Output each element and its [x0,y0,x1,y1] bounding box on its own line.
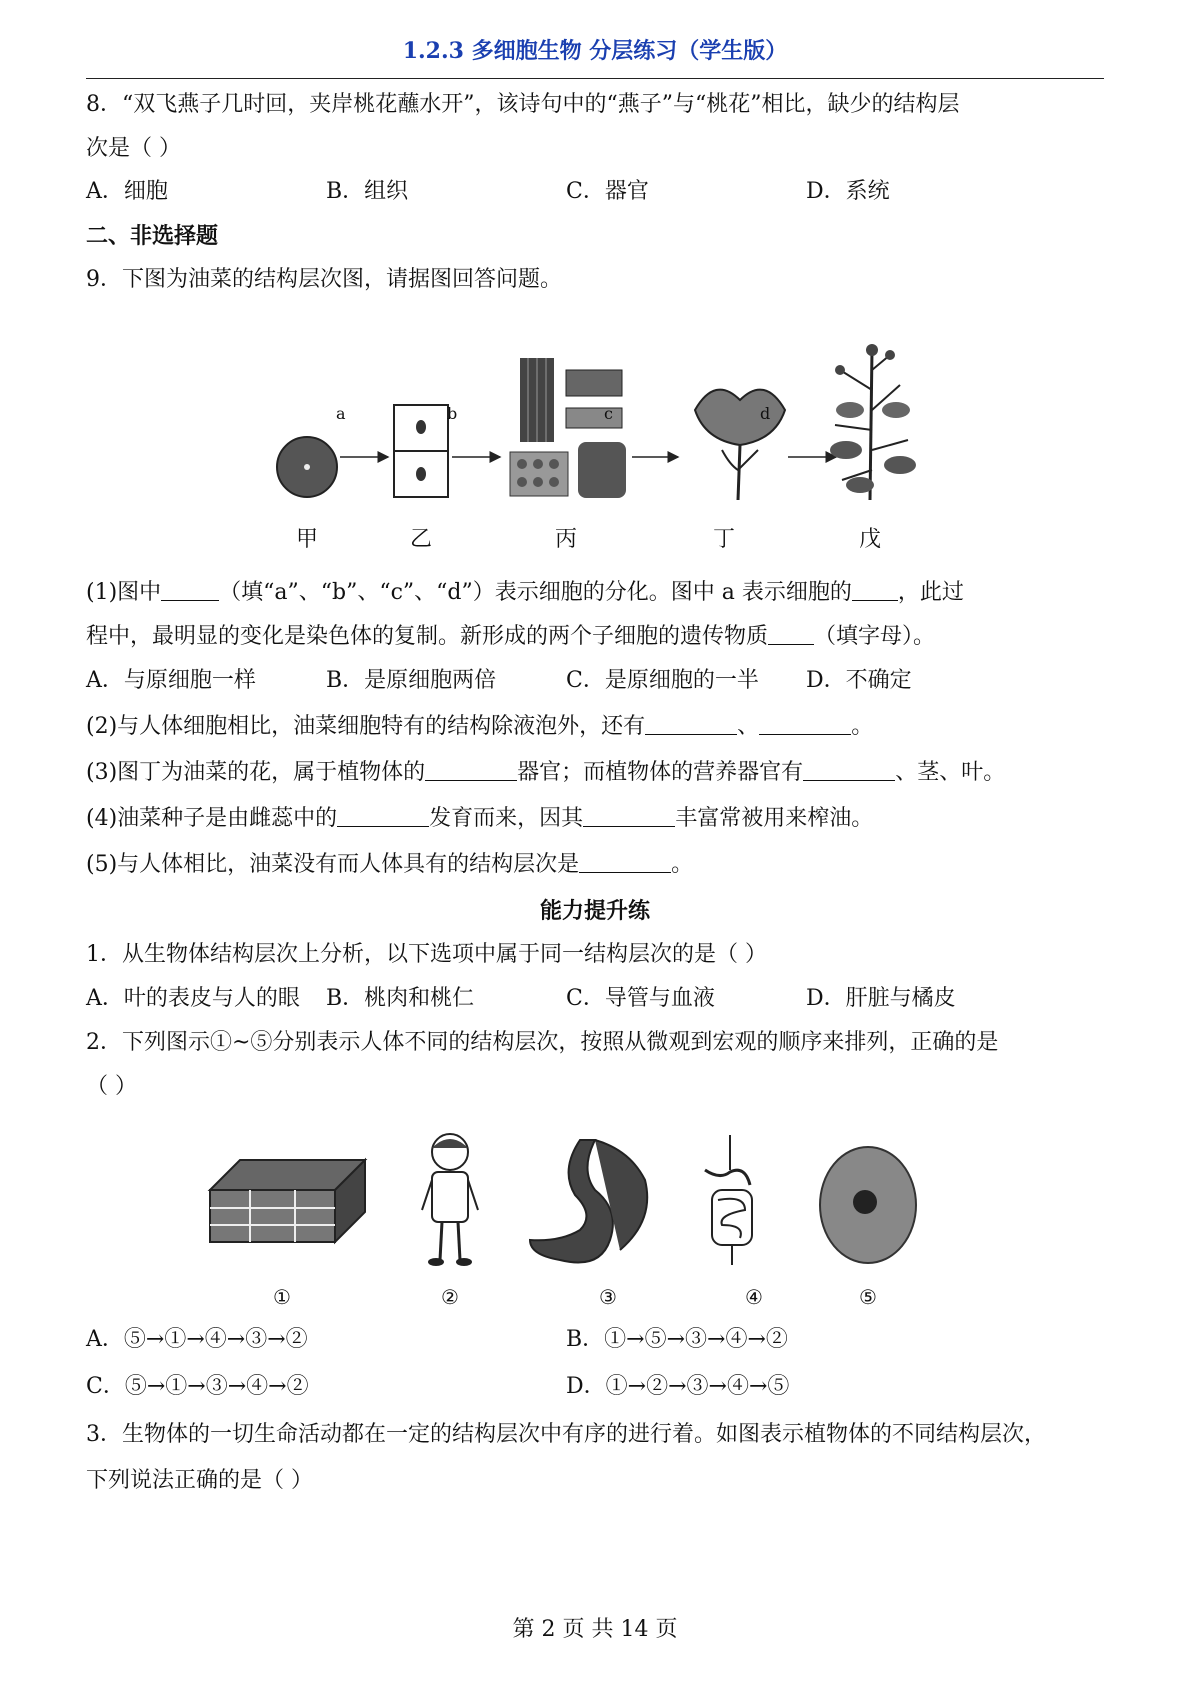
q9-part2 [86,712,873,742]
human-structure-figure [200,1130,1020,1280]
q9-p3-blank1[interactable] [425,758,517,781]
n1-option-d: D．肝脏与橘皮 [806,986,956,1011]
section-ability-title: 能力提升练 [539,898,650,924]
plant-wu-icon [830,344,916,500]
tissue-bing-icon [510,358,626,498]
q9-p1-blank3[interactable] [768,622,814,645]
n2-option-a: A．⑤→①→④→③→② [86,1327,308,1352]
q8-option-a: A．细胞 [86,179,168,204]
q9-part1-line1 [86,578,964,608]
n2-stem-line2: （ ） [86,1074,137,1099]
q9-part5 [86,850,693,880]
q8-option-c: C．器官 [566,179,649,204]
q9-p3-text-b: 器官；而植物体的营养器官有 [517,760,804,785]
flower-ding-icon [695,390,785,500]
q9-p1-option-d: D．不确定 [806,668,912,693]
n3-stem-line1: 3．生物体的一切生命活动都在一定的结构层次中有序的进行着。如图表示植物体的不同结构层次， [86,1422,1047,1447]
q8-option-d: D．系统 [806,179,890,204]
q9-p2-text-b: 、 [737,714,760,739]
q9-part3 [86,758,1005,788]
figure-label-ding: 丁 [712,527,735,552]
figure-label-wu: 戊 [858,527,881,552]
stomach-icon [530,1140,647,1263]
q9-p1-blank1[interactable] [161,578,219,601]
q9-p5-text-b: 。 [671,852,694,877]
q9-p1-option-a: A．与原细胞一样 [86,668,256,693]
arrow-label-a: a [336,404,346,423]
n2-option-d: D．①→②→③→④→⑤ [566,1374,790,1399]
cell-jia-icon [277,437,337,497]
arrow-label-b: b [447,404,458,423]
n3-stem-line2: 下列说法正确的是（ ） [86,1468,313,1493]
q9-p2-text-a: (2)与人体细胞相比，油菜细胞特有的结构除液泡外，还有 [86,714,646,739]
n2-label-5: ⑤ [859,1285,877,1309]
q9-p1-blank2[interactable] [852,578,898,601]
digestive-system-icon [705,1135,752,1265]
q9-p4-blank2[interactable] [583,804,675,827]
human-cell-icon [820,1147,916,1263]
q9-p4-text-b: 发育而来，因其 [429,806,584,831]
n1-stem: 1．从生物体结构层次上分析，以下选项中属于同一结构层次的是（ ） [86,942,767,967]
section-non-choice-title: 二、非选择题 [86,223,219,249]
q9-p1-option-c: C．是原细胞的一半 [566,668,759,693]
cell-yi-icon [394,405,448,497]
q9-p3-text-c: 、茎、叶。 [895,760,1006,785]
q9-part1-line2 [86,622,935,652]
q8-option-b: B．组织 [326,179,409,204]
q9-part4 [86,804,873,834]
q9-p1-text-d: 程中，最明显的变化是染色体的复制。新形成的两个子细胞的遗传物质 [86,624,769,649]
q9-p4-blank1[interactable] [337,804,429,827]
figure-label-yi: 乙 [409,527,432,552]
q9-p1-option-b: B．是原细胞两倍 [326,668,497,693]
page-header-title: 1.2.3 多细胞生物 分层练习（学生版） [402,38,788,64]
q9-p5-text-a: (5)与人体相比，油菜没有而人体具有的结构层次是 [86,852,580,877]
q9-p3-text-a: (3)图丁为油菜的花，属于植物体的 [86,760,426,785]
q9-p2-text-c: 。 [851,714,874,739]
q8-stem-line2: 次是（ ） [86,136,181,161]
figure-label-bing: 丙 [554,527,577,552]
q9-p4-text-c: 丰富常被用来榨油。 [675,806,874,831]
rapeseed-structure-figure [260,330,930,510]
n2-stem-line1: 2．下列图示①~⑤分别表示人体不同的结构层次，按照从微观到宏观的顺序来排列，正确的是 [86,1030,999,1055]
q9-p3-blank2[interactable] [803,758,895,781]
arrow-label-d: d [760,404,771,423]
page-footer: 第 2 页 共 14 页 [512,1617,678,1642]
n2-option-c: C．⑤→①→③→④→② [86,1374,309,1399]
q8-stem-line1: 8．“双飞燕子几时回，夹岸桃花蘸水开”，该诗句中的“燕子”与“桃花”相比，缺少的结构层 [86,92,960,117]
tissue-icon [210,1160,365,1242]
q9-p1-text-b: （填“a”、“b”、“c”、“d”）表示细胞的分化。图中 a 表示细胞的 [219,580,852,605]
human-body-icon [422,1134,478,1266]
q9-p2-blank1[interactable] [645,712,737,735]
n2-option-b: B．①→⑤→③→④→② [566,1327,788,1352]
n2-label-1: ① [273,1285,291,1309]
q9-p1-text-e: （填字母）。 [814,624,936,649]
q9-p5-blank1[interactable] [579,850,671,873]
n1-option-b: B．桃肉和桃仁 [326,986,475,1011]
figure-label-jia: 甲 [295,527,318,552]
q9-p4-text-a: (4)油菜种子是由雌蕊中的 [86,806,338,831]
q9-p1-text-c: ，此过 [897,580,964,605]
arrow-label-c: c [604,404,613,423]
n2-label-2: ② [441,1285,459,1309]
q9-p2-blank2[interactable] [759,712,851,735]
n1-option-a: A．叶的表皮与人的眼 [86,986,300,1011]
n1-option-c: C．导管与血液 [566,986,715,1011]
n2-label-3: ③ [599,1285,617,1309]
header-divider [86,78,1104,79]
q9-p1-text-a: (1)图中 [86,580,162,605]
n2-label-4: ④ [745,1285,763,1309]
q9-stem: 9．下图为油菜的结构层次图，请据图回答问题。 [86,267,562,292]
